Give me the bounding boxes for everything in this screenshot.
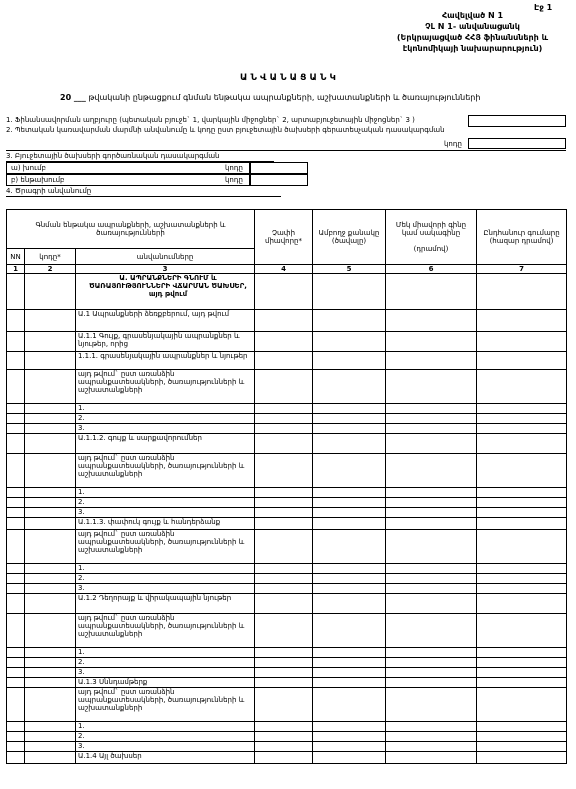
table-cell[interactable]	[25, 498, 76, 508]
table-cell[interactable]	[477, 648, 567, 658]
table-cell[interactable]	[313, 454, 386, 488]
table-cell[interactable]	[386, 498, 477, 508]
column-number: 4	[255, 265, 313, 274]
table-cell[interactable]	[255, 752, 313, 764]
table-cell[interactable]	[386, 564, 477, 574]
group-a-code-field[interactable]	[250, 162, 308, 174]
table-cell[interactable]	[386, 594, 477, 614]
table-cell[interactable]	[313, 658, 386, 668]
table-cell[interactable]	[25, 424, 76, 434]
table-cell[interactable]	[7, 310, 25, 332]
row-name: այդ թվում` ըստ առանձին ապրանքատեսակների, ծառայությունների և աշխատանքների	[76, 614, 255, 648]
table-cell[interactable]	[255, 454, 313, 488]
group-a-label: ա) խումբ	[11, 164, 46, 172]
row-name: Ա.1 Ապրանքների ձեռքբերում, այդ թվում	[76, 310, 255, 332]
group-b-row	[6, 174, 250, 186]
table-cell[interactable]	[477, 564, 567, 574]
row-name: Ա.1.2 Դեղորայք և վիրակապային նյութեր	[76, 594, 255, 614]
table-cell[interactable]	[477, 518, 567, 530]
table-cell[interactable]	[255, 370, 313, 404]
table-cell[interactable]	[255, 614, 313, 648]
table-cell[interactable]	[25, 564, 76, 574]
table-cell[interactable]	[255, 518, 313, 530]
table-row	[7, 742, 567, 752]
row-name: 3.	[76, 668, 255, 678]
table-cell[interactable]	[7, 370, 25, 404]
row-name: Ա.1.1 Գույք, գրասենյակային ապրանքներ և նյութեր, որից	[76, 332, 255, 352]
table-cell[interactable]	[7, 584, 25, 594]
table-cell[interactable]	[313, 648, 386, 658]
procurement-table	[6, 209, 567, 764]
table-cell[interactable]	[7, 434, 25, 454]
header-unit-price	[386, 210, 477, 265]
subtitle-year: 20 ___	[60, 93, 86, 102]
table-cell[interactable]	[477, 584, 567, 594]
table-cell[interactable]	[313, 414, 386, 424]
table-row	[7, 404, 567, 414]
table-cell[interactable]	[477, 742, 567, 752]
row-name: 1.1.1. գրասենյակային ապրանքներ և նյութեր	[76, 352, 255, 370]
table-cell[interactable]	[25, 454, 76, 488]
header-total: Ընդհանուր գումարը (հազար դրամով)	[477, 210, 567, 265]
table-row	[7, 658, 567, 668]
table-cell[interactable]	[7, 574, 25, 584]
table-cell[interactable]	[313, 310, 386, 332]
table-cell[interactable]	[25, 488, 76, 498]
table-cell[interactable]	[386, 530, 477, 564]
table-cell[interactable]	[7, 332, 25, 352]
table-cell[interactable]	[255, 742, 313, 752]
table-row	[7, 668, 567, 678]
table-row	[7, 752, 567, 764]
table-row	[7, 732, 567, 742]
table-cell[interactable]	[255, 424, 313, 434]
table-cell[interactable]	[386, 352, 477, 370]
table-cell[interactable]	[7, 530, 25, 564]
table-cell[interactable]	[386, 742, 477, 752]
table-cell[interactable]	[386, 310, 477, 332]
table-cell[interactable]	[386, 488, 477, 498]
subtitle-text: թվականի ընթացքում գնման ենթակա ապրանքների, աշխատանքների և ծառայությունների	[88, 93, 481, 102]
table-cell[interactable]	[386, 508, 477, 518]
table-cell[interactable]	[255, 584, 313, 594]
table-cell[interactable]	[255, 488, 313, 498]
table-cell[interactable]	[7, 498, 25, 508]
table-cell[interactable]	[25, 722, 76, 732]
table-cell[interactable]	[25, 574, 76, 584]
table-cell[interactable]	[477, 678, 567, 688]
table-cell[interactable]	[313, 424, 386, 434]
row-name: Ա.1.4 Այլ ծախսեր	[76, 752, 255, 764]
table-row	[7, 310, 567, 332]
table-row	[7, 498, 567, 508]
table-cell[interactable]	[255, 352, 313, 370]
table-row	[7, 564, 567, 574]
table-row	[7, 508, 567, 518]
table-cell[interactable]	[255, 332, 313, 352]
table-row	[7, 648, 567, 658]
table-cell[interactable]	[25, 434, 76, 454]
table-cell[interactable]	[7, 742, 25, 752]
table-row	[7, 488, 567, 498]
row-name: 1.	[76, 564, 255, 574]
row-name: այդ թվում` ըստ առանձին ապրանքատեսակների, ծառայությունների և աշխատանքների	[76, 370, 255, 404]
table-cell[interactable]	[25, 584, 76, 594]
info-item-2: 2. Պետական կառավարման մարմնի անվանումը և կոդը ըստ բյուջետային ծախսերի գերատեսչական դասակարգման	[6, 126, 445, 134]
table-cell[interactable]	[255, 732, 313, 742]
table-cell[interactable]	[7, 732, 25, 742]
table-cell[interactable]	[7, 564, 25, 574]
table-cell[interactable]	[255, 414, 313, 424]
row-name: Ա.1.1.2. գույք և սարքավորումներ	[76, 434, 255, 454]
table-row	[7, 424, 567, 434]
table-row	[7, 352, 567, 370]
table-cell[interactable]	[255, 594, 313, 614]
table-cell[interactable]	[25, 352, 76, 370]
group-b-code-label: կոդը	[225, 176, 243, 184]
agency-code-field[interactable]	[468, 138, 566, 149]
row-name: 1.	[76, 648, 255, 658]
info-item-3: 3. Բյուջետային ծախսերի գործառնական դասակարգման	[6, 152, 220, 160]
table-cell[interactable]	[477, 498, 567, 508]
table-cell[interactable]	[477, 722, 567, 732]
table-cell[interactable]	[7, 648, 25, 658]
info-item-1: 1. Ֆինանսավորման աղբյուրը (պետական բյուջե` 1, վարկային միջոցներ` 2, արտաբյուջետային միջոցներ` 3 )	[6, 116, 415, 124]
table-cell[interactable]	[386, 658, 477, 668]
table-cell[interactable]	[255, 722, 313, 732]
annex-line-3: (Երկրայացված ՀՀՅ ֆինանսների և	[396, 33, 549, 42]
table-cell[interactable]	[386, 584, 477, 594]
table-cell[interactable]	[255, 648, 313, 658]
table-cell[interactable]	[477, 752, 567, 764]
info-item-4: 4. Ծրագրի անվանումը	[6, 187, 92, 195]
table-cell[interactable]	[477, 594, 567, 614]
table-cell[interactable]	[313, 678, 386, 688]
row-name: 1.	[76, 722, 255, 732]
funding-source-field[interactable]	[468, 115, 566, 127]
table-cell[interactable]	[313, 584, 386, 594]
row-name: 2.	[76, 658, 255, 668]
table-cell[interactable]	[25, 648, 76, 658]
table-cell[interactable]	[477, 370, 567, 404]
table-cell[interactable]	[386, 424, 477, 434]
document-title: Ա Ն Վ Ա Ն Ա Ց Ա Ն Կ	[240, 73, 336, 83]
group-b-code-field[interactable]	[250, 174, 308, 186]
table-cell[interactable]	[386, 434, 477, 454]
table-cell[interactable]	[7, 594, 25, 614]
header-code: կոդը*	[25, 249, 76, 265]
row-name: 2.	[76, 732, 255, 742]
table-cell[interactable]	[477, 352, 567, 370]
table-cell[interactable]	[386, 648, 477, 658]
table-cell[interactable]	[477, 614, 567, 648]
column-number: 3	[76, 265, 255, 274]
table-cell[interactable]	[7, 488, 25, 498]
table-cell[interactable]	[386, 274, 477, 310]
table-cell[interactable]	[313, 434, 386, 454]
table-cell[interactable]	[313, 574, 386, 584]
table-cell[interactable]	[313, 274, 386, 310]
column-number: 7	[477, 265, 567, 274]
table-cell[interactable]	[25, 594, 76, 614]
table-row	[7, 530, 567, 564]
header-main: Գնման ենթակա ապրանքների, աշխատանքների և ծառայությունների	[7, 210, 255, 249]
row-name: Ա.1.1.3. փափուկ գույք և հանդերձանք	[76, 518, 255, 530]
table-cell[interactable]	[386, 752, 477, 764]
table-cell[interactable]	[477, 732, 567, 742]
row-name: Ա. ԱՊՐԱՆՔՆԵՐԻ ԳՆՈՒՄ և ԾԱՌԱՅՈՒԹՅՈՒՆՆԵՐԻ ՎՃԱՐՄԱՆ ԾԱԽՍԵՐ, այդ թվում	[76, 274, 255, 310]
header-unit-price-label: Մեկ միավորի գինը կամ սակագինը	[395, 221, 467, 237]
table-cell[interactable]	[25, 752, 76, 764]
table-cell[interactable]	[7, 274, 25, 310]
table-cell[interactable]	[477, 688, 567, 722]
table-cell[interactable]	[7, 668, 25, 678]
table-cell[interactable]	[313, 722, 386, 732]
row-name: 1.	[76, 488, 255, 498]
table-cell[interactable]	[25, 274, 76, 310]
table-cell[interactable]	[477, 332, 567, 352]
row-name: 3.	[76, 508, 255, 518]
table-row	[7, 434, 567, 454]
table-cell[interactable]	[7, 678, 25, 688]
table-cell[interactable]	[255, 564, 313, 574]
table-cell[interactable]	[477, 668, 567, 678]
table-row	[7, 414, 567, 424]
table-cell[interactable]	[313, 668, 386, 678]
row-name: 2.	[76, 574, 255, 584]
table-cell[interactable]	[313, 332, 386, 352]
table-cell[interactable]	[386, 688, 477, 722]
group-a-code-label: կոդը	[225, 164, 243, 172]
table-cell[interactable]	[25, 508, 76, 518]
annex-block	[380, 10, 565, 54]
code-label-2: կոդը	[444, 140, 462, 148]
table-row	[7, 274, 567, 310]
table-cell[interactable]	[255, 658, 313, 668]
table-row	[7, 688, 567, 722]
table-cell[interactable]	[313, 688, 386, 722]
table-row	[7, 722, 567, 732]
divider	[6, 196, 281, 197]
table-cell[interactable]	[477, 310, 567, 332]
table-cell[interactable]	[255, 574, 313, 584]
table-cell[interactable]	[7, 508, 25, 518]
table-cell[interactable]	[477, 530, 567, 564]
table-cell[interactable]	[7, 404, 25, 414]
table-cell[interactable]	[7, 722, 25, 732]
table-row	[7, 678, 567, 688]
column-number: 5	[313, 265, 386, 274]
table-cell[interactable]	[477, 274, 567, 310]
header-name: անվանումները	[76, 249, 255, 265]
table-cell[interactable]	[313, 498, 386, 508]
row-name: այդ թվում` ըստ առանձին ապրանքատեսակների, ծառայությունների և աշխատանքների	[76, 454, 255, 488]
table-cell[interactable]	[313, 404, 386, 414]
table-cell[interactable]	[477, 454, 567, 488]
annex-line-4: էկոնոմիկայի նախարարություն)	[402, 44, 543, 53]
table-cell[interactable]	[25, 404, 76, 414]
header-unit: Չափի միավորը*	[255, 210, 313, 265]
header-unit-price-currency: (դրամով)	[413, 245, 449, 253]
table-cell[interactable]	[255, 274, 313, 310]
table-cell[interactable]	[386, 414, 477, 424]
table-cell[interactable]	[25, 688, 76, 722]
table-cell[interactable]	[477, 508, 567, 518]
table-cell[interactable]	[313, 732, 386, 742]
table-cell[interactable]	[255, 434, 313, 454]
table-cell[interactable]	[477, 574, 567, 584]
column-number: 2	[25, 265, 76, 274]
table-row	[7, 614, 567, 648]
row-name: 2.	[76, 498, 255, 508]
table-cell[interactable]	[386, 332, 477, 352]
annex-line-1: Հավելված N 1	[441, 11, 504, 20]
table-cell[interactable]	[313, 614, 386, 648]
table-row	[7, 574, 567, 584]
table-cell[interactable]	[313, 752, 386, 764]
table-cell[interactable]	[386, 722, 477, 732]
table-cell[interactable]	[386, 732, 477, 742]
table-cell[interactable]	[25, 678, 76, 688]
row-name: այդ թվում` ըստ առանձին ապրանքատեսակների, ծառայությունների և աշխատանքների	[76, 688, 255, 722]
table-cell[interactable]	[386, 678, 477, 688]
table-cell[interactable]	[313, 594, 386, 614]
group-b-label: բ) ենթախումբ	[11, 176, 65, 184]
table-cell[interactable]	[255, 688, 313, 722]
table-cell[interactable]	[7, 518, 25, 530]
table-row	[7, 518, 567, 530]
table-cell[interactable]	[477, 424, 567, 434]
table-cell[interactable]	[386, 518, 477, 530]
table-cell[interactable]	[313, 518, 386, 530]
table-cell[interactable]	[25, 414, 76, 424]
table-cell[interactable]	[255, 310, 313, 332]
table-cell[interactable]	[386, 370, 477, 404]
table-cell[interactable]	[7, 658, 25, 668]
table-cell[interactable]	[313, 370, 386, 404]
table-cell[interactable]	[25, 332, 76, 352]
table-cell[interactable]	[25, 614, 76, 648]
table-cell[interactable]	[313, 352, 386, 370]
table-cell[interactable]	[7, 752, 25, 764]
row-name: 1.	[76, 404, 255, 414]
table-row	[7, 454, 567, 488]
row-name: 3.	[76, 742, 255, 752]
table-cell[interactable]	[255, 404, 313, 414]
table-cell[interactable]	[25, 370, 76, 404]
table-cell[interactable]	[255, 530, 313, 564]
table-cell[interactable]	[7, 454, 25, 488]
row-name: 3.	[76, 584, 255, 594]
table-row	[7, 584, 567, 594]
row-name: Ա.1.3 Սննդամթերք	[76, 678, 255, 688]
table-cell[interactable]	[313, 530, 386, 564]
column-number: 1	[7, 265, 25, 274]
header-nn: NN	[7, 249, 25, 265]
table-cell[interactable]	[477, 658, 567, 668]
table-cell[interactable]	[25, 518, 76, 530]
table-cell[interactable]	[25, 310, 76, 332]
header-quantity: Ամբողջ քանակը (ծավալը)	[313, 210, 386, 265]
document-subtitle	[60, 93, 560, 102]
table-cell[interactable]	[313, 488, 386, 498]
table-cell[interactable]	[313, 508, 386, 518]
row-name: այդ թվում` ըստ առանձին ապրանքատեսակների, ծառայությունների և աշխատանքների	[76, 530, 255, 564]
table-cell[interactable]	[477, 434, 567, 454]
table-cell[interactable]	[255, 508, 313, 518]
table-cell[interactable]	[477, 414, 567, 424]
table-cell[interactable]	[7, 352, 25, 370]
table-cell[interactable]	[477, 488, 567, 498]
table-cell[interactable]	[255, 498, 313, 508]
row-name: 2.	[76, 414, 255, 424]
table-cell[interactable]	[386, 404, 477, 414]
table-cell[interactable]	[255, 668, 313, 678]
table-row	[7, 370, 567, 404]
column-number: 6	[386, 265, 477, 274]
table-cell[interactable]	[255, 678, 313, 688]
table-row	[7, 594, 567, 614]
table-cell[interactable]	[25, 668, 76, 678]
row-name: 3.	[76, 424, 255, 434]
table-cell[interactable]	[25, 658, 76, 668]
group-a-row	[6, 162, 250, 174]
table-cell[interactable]	[7, 614, 25, 648]
table-cell[interactable]	[386, 454, 477, 488]
table-cell[interactable]	[313, 564, 386, 574]
table-row	[7, 332, 567, 352]
table-cell[interactable]	[25, 530, 76, 564]
table-cell[interactable]	[25, 732, 76, 742]
annex-line-2: ՉԼ N 1- անվանացանկ	[425, 22, 520, 31]
table-cell[interactable]	[7, 688, 25, 722]
table-cell[interactable]	[7, 424, 25, 434]
table-cell[interactable]	[7, 414, 25, 424]
table-cell[interactable]	[477, 404, 567, 414]
table-cell[interactable]	[386, 574, 477, 584]
table-cell[interactable]	[25, 742, 76, 752]
page-number: Էջ 1	[534, 3, 553, 12]
table-cell[interactable]	[386, 614, 477, 648]
divider	[6, 150, 566, 151]
table-cell[interactable]	[313, 742, 386, 752]
table-cell[interactable]	[386, 668, 477, 678]
